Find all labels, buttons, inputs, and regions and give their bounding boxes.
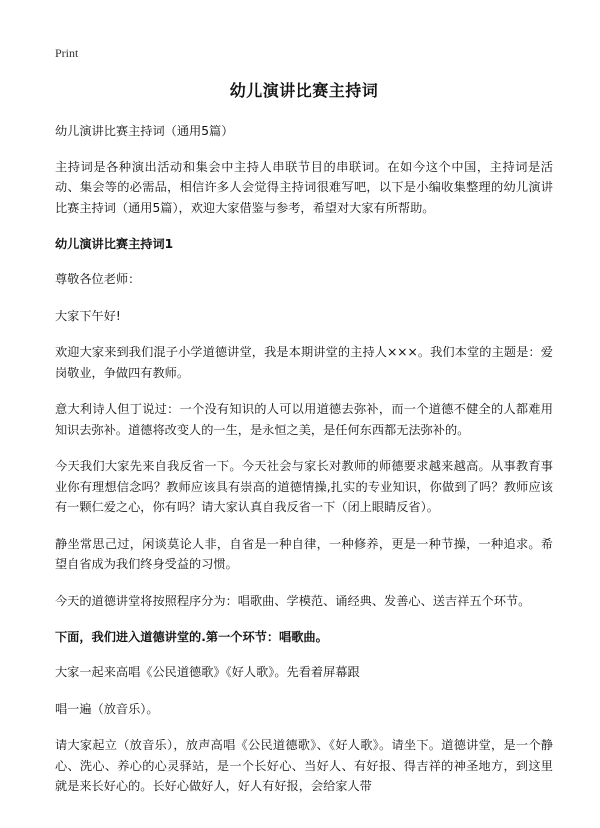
paragraph: 唱一遍（放音乐）。: [55, 701, 159, 716]
document-body: [55, 78, 553, 797]
paragraph: 欢迎大家来到我们混子小学道德讲堂，我是本期讲堂的主持人×××。我们本堂的主题是：爱岗敬业，争做四有教师。: [55, 345, 553, 380]
paragraph: 静坐常思己过，闲谈莫论人非，自省是一种自律，一种修养，更是一种节操，一种追求。希望自省成为我们终身受益的习惯。: [55, 536, 553, 571]
paragraph: 大家下午好!: [55, 308, 121, 323]
document-title: 幼儿演讲比赛主持词: [229, 81, 379, 100]
paragraph: 今天我们大家先来自我反省一下。今天社会与家长对教师的师德要求越来越高。从事教育事业你有理想信念吗？教师应该具有崇高的道德情操,扎实的专业知识，你做到了吗？教师应该有一颗仁爱之心，你有吗？请大家认真自我反省一下（闭上眼睛反省）。: [55, 459, 553, 514]
paragraph: 大家一起来高唱《公民道德歌》《好人歌》。先看着屏幕跟: [55, 665, 360, 679]
section-heading-1: 幼儿演讲比赛主持词1: [55, 237, 174, 251]
paragraph: 意大利诗人但丁说过：一个没有知识的人可以用道德去弥补，而一个道德不健全的人都难用知识去弥补。道德将改变人的一生，是永恒之美，是任何东西都无法弥补的。: [55, 402, 553, 437]
paragraph: 请大家起立（放音乐），放声高唱《公民道德歌》、《好人歌》。请坐下。道德讲堂，是一个静心、洗心、养心的心灵驿站，是一个长好心、当好人、有好报、得吉祥的神圣地方，到这里就是来长好心的。长好心做好人，好人有好报，会给家人带: [55, 738, 553, 793]
paragraph: 今天的道德讲堂将按照程序分为：唱歌曲、学模范、诵经典、发善心、送吉祥五个环节。: [55, 593, 531, 608]
document-subtitle: 幼儿演讲比赛主持词（通用5篇）: [55, 124, 234, 138]
print-link[interactable]: Print: [55, 46, 79, 60]
intro-paragraph: 主持词是各种演出活动和集会中主持人串联节目的串联词。在如今这个中国，主持词是活动、集会等的必需品，相信许多人会觉得主持词很难写吧，以下是小编收集整理的幼儿演讲比赛主持词（通用5篇），欢迎大家借鉴与参考，希望对大家有所帮助。: [55, 159, 553, 215]
paragraph: 尊敬各位老师：: [55, 272, 141, 286]
section-heading-2: 下面，我们进入道德讲堂的.第一个环节：唱歌曲。: [55, 630, 328, 644]
